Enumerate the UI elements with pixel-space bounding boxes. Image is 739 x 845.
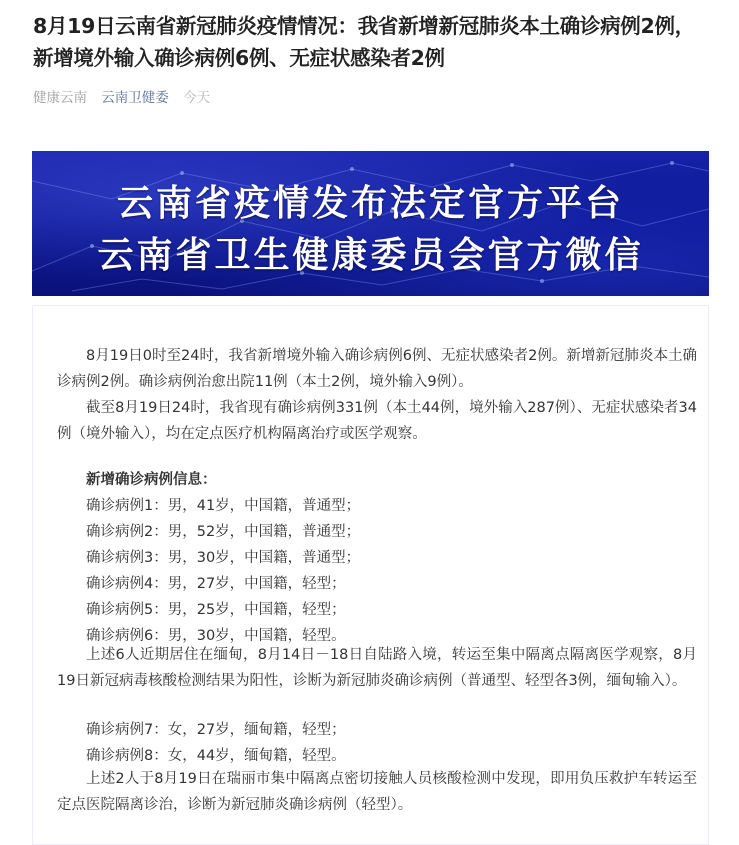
case-item: 确诊病例8：女，44岁，缅甸籍，轻型。 [86, 748, 346, 764]
case-item: 确诊病例5：男，25岁，中国籍，轻型； [86, 602, 346, 618]
case-item: 确诊病例2：男，52岁，中国籍，普通型； [86, 524, 361, 540]
case-item: 确诊病例4：男，27岁，中国籍，轻型； [86, 576, 346, 592]
paragraph-cases-1-6-detail: 上述6人近期居住在缅甸，8月14日－18日自陆路入境，转运至集中隔离点隔离医学观察，8月19日新冠病毒核酸检测结果为阳性，诊断为新冠肺炎确诊病例（普通型、轻型各3例，缅甸输入）。 [57, 647, 697, 689]
paragraph-current-status: 截至8月19日24时，我省现有确诊病例331例（本土44例，境外输入287例）、无症状感染者34例（境外输入），均在定点医疗机构隔离治疗或医学观察。 [57, 400, 697, 442]
banner-line-1: 云南省疫情发布法定官方平台 [116, 183, 624, 224]
header-banner-image [32, 151, 709, 296]
section-heading: 新增确诊病例信息： [86, 472, 217, 488]
paragraph-cases-7-8-detail: 上述2人于8月19日在瑞丽市集中隔离点密切接触人员核酸检测中发现，即用负压救护车转运至定点医院隔离诊治，诊断为新冠肺炎确诊病例（轻型）。 [57, 771, 697, 813]
article-meta [33, 88, 220, 108]
account-link[interactable]: 云南卫健委 [101, 90, 169, 106]
paragraph-summary: 8月19日0时至24时，我省新增境外输入确诊病例6例、无症状感染者2例。新增新冠肺炎本土确诊病例2例。确诊病例治愈出院11例（本土2例，境外输入9例）。 [57, 348, 697, 390]
case-item: 确诊病例6：男，30岁，中国籍，轻型。 [86, 628, 346, 644]
source-label: 健康云南 [33, 90, 87, 106]
publish-time: 今天 [183, 90, 211, 106]
banner-line-2: 云南省卫生健康委员会官方微信 [97, 235, 644, 276]
article-title: 8月19日云南省新冠肺炎疫情情况：我省新增新冠肺炎本土确诊病例2例，新增境外输入确诊病例6例、无症状感染者2例 [33, 14, 695, 70]
case-item: 确诊病例7：女，27岁，缅甸籍，轻型； [86, 722, 346, 738]
case-item: 确诊病例1：男，41岁，中国籍，普通型； [86, 498, 361, 514]
case-item: 确诊病例3：男，30岁，中国籍，普通型； [86, 550, 361, 566]
